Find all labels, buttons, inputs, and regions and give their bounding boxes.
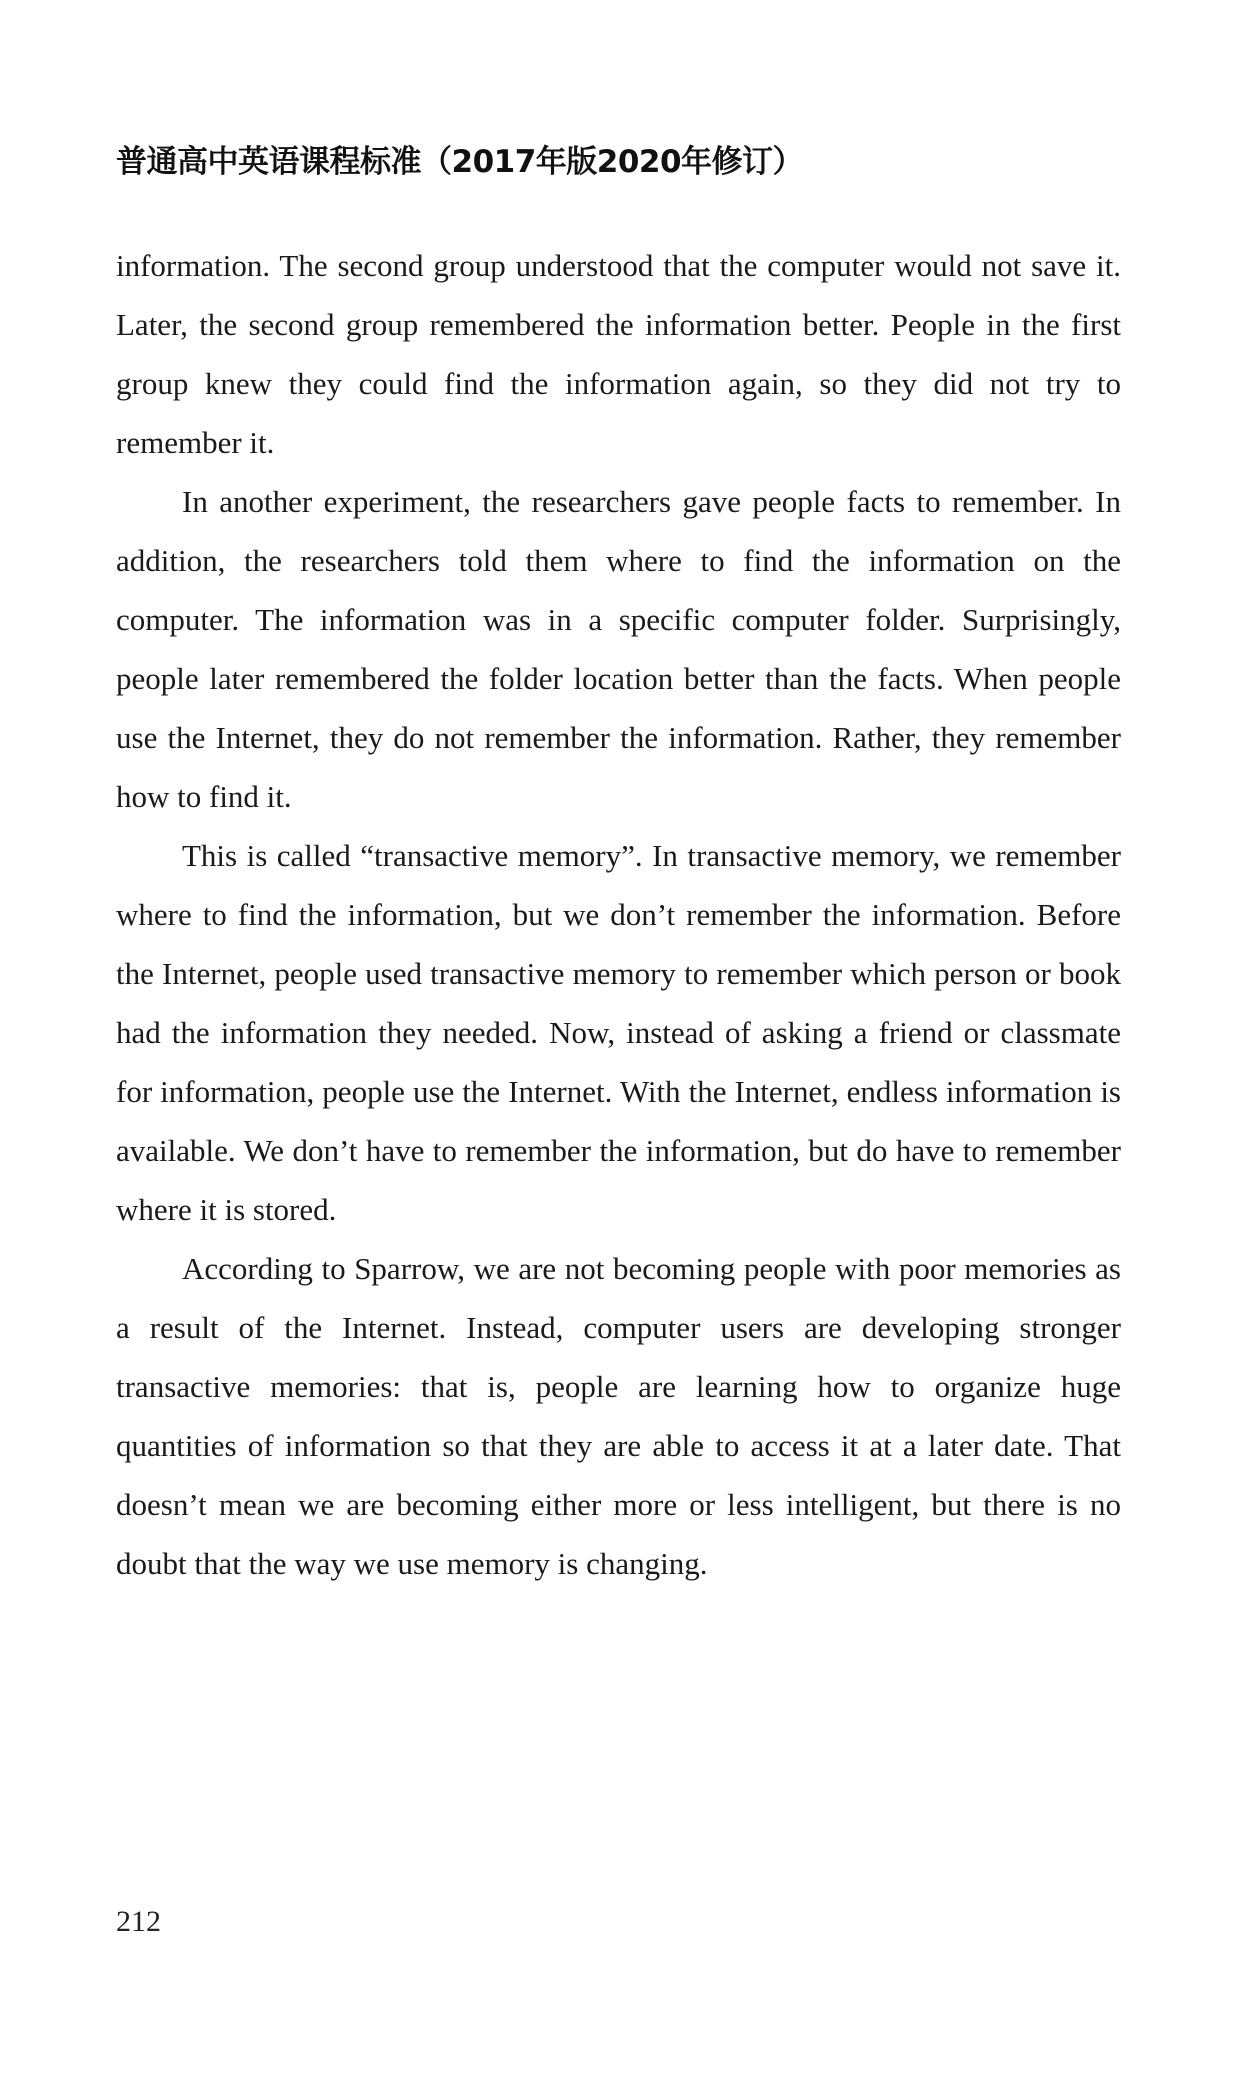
body-text [116, 236, 1121, 1593]
paragraph-conclusion: According to Sparrow, we are not becoming people with poor memories as a result of the Internet. Instead, computer users are developing stronger transactive memories: that is, people are learning how to organize huge quantities of information so that they are able to access it at a later date. That doesn’t mean we are becoming either more or less intelligent, but there is no doubt that the way we use memory is changing. [116, 1251, 1121, 1581]
paragraph-experiment: In another experiment, the researchers gave people facts to remember. In addition, the researchers told them where to find the information on the computer. The information was in a specific computer folder. Surprisingly, people later remembered the folder location better than the facts. When people use the Internet, they do not remember the information. Rather, they remember how to find it. [116, 484, 1121, 814]
page-header-title: 普通高中英语课程标准（2017年版2020年修订） [116, 144, 804, 180]
page-number: 212 [116, 1905, 161, 1938]
paragraph-continuation: information. The second group understood that the computer would not save it. Later, the second group remembered the information better. People in the first group knew they could find the information again, so they did not try to remember it. [116, 248, 1121, 460]
paragraph-transactive-memory: This is called “transactive memory”. In transactive memory, we remember where to find the information, but we don’t remember the information. Before the Internet, people used transactive memory to remember which person or book had the information they needed. Now, instead of asking a friend or classmate for information, people use the Internet. With the Internet, endless information is available. We don’t have to remember the information, but do have to remember where it is stored. [116, 838, 1121, 1227]
